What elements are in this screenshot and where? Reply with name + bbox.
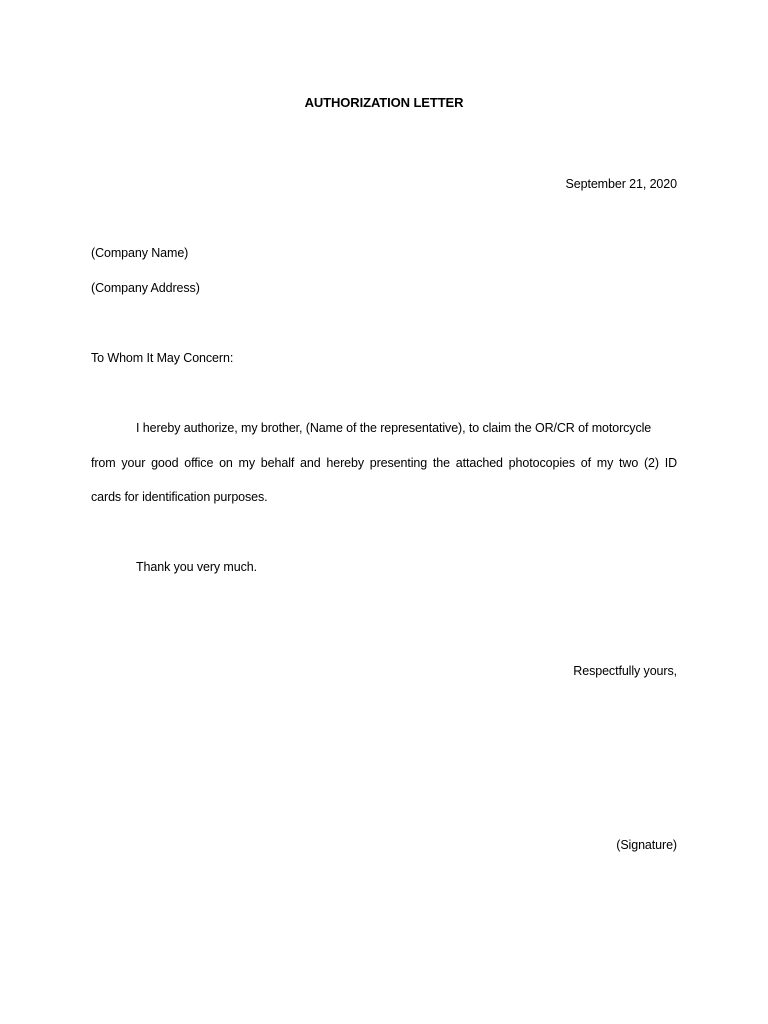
company-name: (Company Name) xyxy=(91,246,189,260)
thanks-line: Thank you very much. xyxy=(136,560,257,574)
closing-line: Respectfully yours, xyxy=(573,664,677,678)
letter-title: AUTHORIZATION LETTER xyxy=(304,95,464,110)
salutation: To Whom It May Concern: xyxy=(91,351,234,365)
body-line-1: I hereby authorize, my brother, (Name of the representative), to claim the OR/CR of motorcycle xyxy=(136,421,652,435)
body-line-3: cards for identification purposes. xyxy=(91,490,268,504)
company-address: (Company Address) xyxy=(91,281,200,295)
body-line-2: from your good office on my behalf and hereby presenting the attached photocopies of my two (2) ID xyxy=(91,456,677,470)
signature-line: (Signature) xyxy=(616,838,677,852)
letter-date: September 21, 2020 xyxy=(565,177,677,191)
